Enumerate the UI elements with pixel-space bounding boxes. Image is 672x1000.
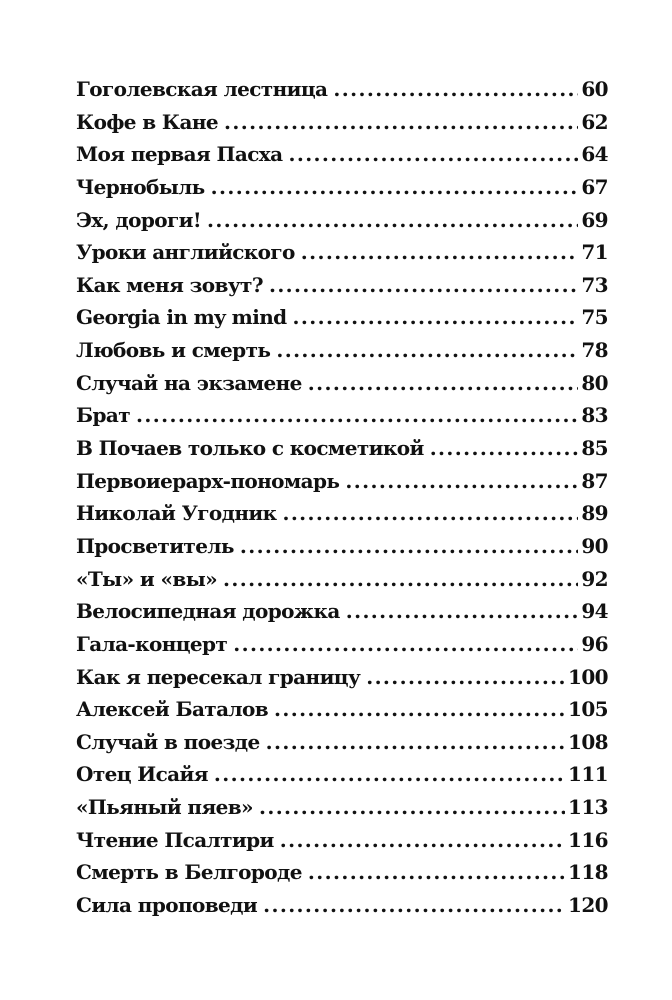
toc-entry-title: Первоиерарх-пономарь	[76, 468, 340, 493]
toc-entry	[76, 730, 608, 763]
toc-entry	[76, 371, 608, 404]
toc-entry	[76, 208, 608, 241]
toc-dot-leader	[207, 208, 578, 232]
toc-entry-page-number: 111	[568, 762, 608, 787]
toc-entry	[76, 697, 608, 730]
toc-dot-leader	[136, 403, 578, 427]
toc-dot-leader	[276, 338, 578, 362]
toc-entry-title: Велосипедная дорожка	[76, 599, 340, 624]
toc-entry-page-number: 75	[581, 305, 608, 330]
toc-entry-page-number: 120	[568, 893, 608, 918]
toc-entry-title: Отец Исайя	[76, 762, 208, 787]
toc-entry	[76, 273, 608, 306]
toc-dot-leader	[282, 501, 578, 525]
toc-dot-leader	[345, 469, 578, 493]
toc-entry-page-number: 73	[581, 272, 608, 297]
toc-entry-title: Эх, дороги!	[76, 207, 202, 232]
toc-entry	[76, 534, 608, 567]
toc-entry-page-number: 62	[581, 109, 608, 134]
toc-dot-leader	[346, 599, 579, 623]
toc-entry-page-number: 89	[581, 501, 608, 526]
toc-entry-page-number: 90	[581, 533, 608, 558]
toc-entry-title: Как я пересекал границу	[76, 664, 361, 689]
toc-entry	[76, 632, 608, 665]
toc-dot-leader	[280, 828, 565, 852]
toc-entry	[76, 469, 608, 502]
toc-entry-title: Случай в поезде	[76, 729, 260, 754]
toc-entry-page-number: 69	[581, 207, 608, 232]
toc-entry-title: Сила проповеди	[76, 893, 258, 918]
toc-entry-title: В Почаев только с косметикой	[76, 436, 424, 461]
toc-entry-title: Случай на экзамене	[76, 370, 302, 395]
toc-entry-title: Кофе в Кане	[76, 109, 219, 134]
toc-entry-page-number: 87	[581, 468, 608, 493]
toc-entry	[76, 599, 608, 632]
toc-dot-leader	[366, 665, 565, 689]
toc-entry	[76, 893, 608, 926]
toc-dot-leader	[266, 730, 565, 754]
toc-dot-leader	[233, 632, 578, 656]
toc-entry	[76, 338, 608, 371]
toc-dot-leader	[259, 795, 565, 819]
toc-entry-title: Николай Угодник	[76, 501, 277, 526]
toc-entry-page-number: 118	[568, 860, 608, 885]
toc-entry-title: Гоголевская лестница	[76, 77, 328, 101]
toc-dot-leader	[274, 697, 565, 721]
toc-dot-leader	[240, 534, 579, 558]
toc-entry-title: Гала-концерт	[76, 631, 228, 656]
toc-dot-leader	[288, 142, 578, 166]
toc-entry	[76, 828, 608, 861]
toc-dot-leader	[308, 860, 565, 884]
toc-entry	[76, 110, 608, 143]
toc-entry-page-number: 92	[581, 566, 608, 591]
toc-entry	[76, 305, 608, 338]
toc-entry	[76, 665, 608, 698]
toc-entry	[76, 762, 608, 795]
toc-entry	[76, 175, 608, 208]
toc-entry	[76, 501, 608, 534]
toc-dot-leader	[308, 371, 579, 395]
toc-entry-page-number: 85	[581, 436, 608, 461]
toc-entry	[76, 860, 608, 893]
toc-entry-page-number: 80	[581, 370, 608, 395]
toc-entry-page-number: 113	[568, 795, 608, 820]
toc-dot-leader	[269, 273, 578, 297]
toc-entry-title: «Ты» и «вы»	[76, 566, 218, 591]
toc-entry-title: Georgia in my mind	[76, 305, 287, 330]
toc-entry-page-number: 96	[581, 631, 608, 656]
toc-entry-title: «Пьяный пяев»	[76, 795, 253, 820]
toc-entry-page-number: 67	[581, 174, 608, 199]
toc-entry-title: Чтение Псалтири	[76, 827, 274, 852]
toc-entry	[76, 77, 608, 110]
toc-entry-title: Уроки английского	[76, 240, 295, 265]
toc-entry-page-number: 60	[581, 77, 608, 101]
toc-entry-title: Смерть в Белгороде	[76, 860, 302, 885]
toc-dot-leader	[301, 240, 579, 264]
toc-entry-title: Моя первая Пасха	[76, 142, 283, 167]
toc-entry-page-number: 108	[568, 729, 608, 754]
toc-dot-leader	[223, 567, 578, 591]
toc-entry-page-number: 105	[568, 697, 608, 722]
toc-entry-page-number: 83	[581, 403, 608, 428]
toc-dot-leader	[263, 893, 565, 917]
toc-dot-leader	[224, 110, 578, 134]
toc-entry-page-number: 71	[581, 240, 608, 265]
toc-entry-page-number: 100	[568, 664, 608, 689]
toc-entry-title: Брат	[76, 403, 131, 428]
table-of-contents	[76, 77, 608, 926]
toc-entry	[76, 240, 608, 273]
toc-entry	[76, 403, 608, 436]
toc-entry-page-number: 64	[581, 142, 608, 167]
toc-entry	[76, 142, 608, 175]
toc-entry	[76, 795, 608, 828]
toc-entry-title: Чернобыль	[76, 174, 205, 199]
toc-entry-page-number: 116	[568, 827, 608, 852]
toc-entry	[76, 567, 608, 600]
toc-entry-title: Как меня зовут?	[76, 272, 263, 297]
toc-entry-page-number: 94	[581, 599, 608, 624]
toc-dot-leader	[430, 436, 579, 460]
toc-dot-leader	[211, 175, 579, 199]
toc-dot-leader	[214, 762, 565, 786]
toc-dot-leader	[333, 77, 578, 101]
toc-entry	[76, 436, 608, 469]
toc-entry-title: Любовь и смерть	[76, 338, 271, 363]
toc-entry-title: Алексей Баталов	[76, 697, 268, 722]
toc-entry-page-number: 78	[581, 338, 608, 363]
toc-entry-title: Просветитель	[76, 533, 234, 558]
toc-dot-leader	[293, 305, 579, 329]
